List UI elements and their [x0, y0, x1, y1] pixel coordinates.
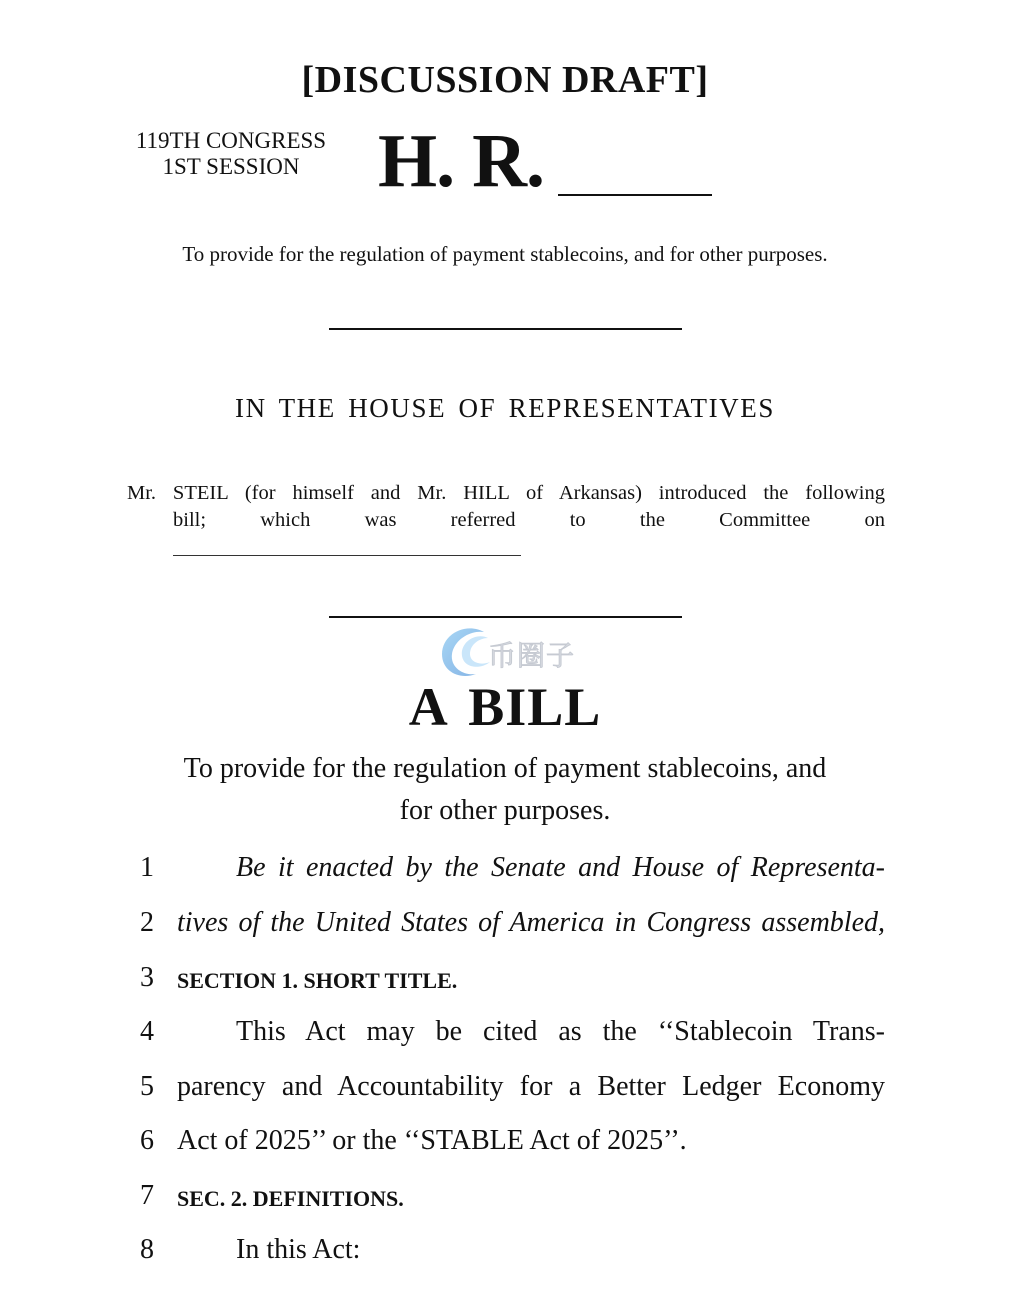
watermark-text: 币圈子: [488, 639, 576, 672]
long-purpose-line: for other purposes.: [399, 795, 611, 826]
bill-number-blank: [558, 194, 712, 196]
bill-line: [0, 1071, 1024, 1111]
introduction-line: Mr. STEIL (for himself and Mr. HILL of Arkansas) introduced the following: [127, 482, 885, 504]
line-number: 6: [140, 1125, 154, 1156]
bill-line: [0, 1180, 1024, 1220]
bill-line: [0, 962, 1024, 1002]
line-number: 8: [140, 1234, 154, 1265]
bill-number-block: [378, 120, 712, 202]
enacting-clause-text: Be it enacted by the Senate and House of Representa-: [236, 852, 885, 883]
line-number: 7: [140, 1180, 154, 1211]
bill-line: [0, 907, 1024, 947]
bill-line: [0, 852, 1024, 892]
bill-title: A BILL: [408, 677, 602, 737]
bill-line: [0, 1125, 1024, 1165]
congress-number: 119TH CONGRESS: [135, 128, 327, 153]
introduction-paragraph: [127, 480, 885, 534]
bill-designation: H. R.: [378, 119, 544, 203]
section-heading: SECTION 1. SHORT TITLE.: [177, 968, 458, 993]
introduction-line: bill; which was referred to the Committee on: [173, 509, 885, 531]
committee-blank-line: [173, 555, 521, 556]
section-text: Act of 2025’’ or the ‘‘STABLE Act of 2025’’.: [177, 1125, 687, 1156]
watermark-logo: [436, 622, 586, 682]
line-number: 3: [140, 962, 154, 993]
line-number: 1: [140, 852, 154, 883]
chamber-heading: IN THE HOUSE OF REPRESENTATIVES: [235, 393, 775, 423]
line-number: 2: [140, 907, 154, 938]
section-text: This Act may be cited as the ‘‘Stablecoin Trans-: [236, 1016, 885, 1047]
congress-session-block: [96, 128, 366, 180]
bill-line: [0, 1234, 1024, 1274]
short-purpose: To provide for the regulation of payment stablecoins, and for other purposes.: [182, 242, 828, 266]
line-number: 5: [140, 1071, 154, 1102]
discussion-draft-label: [DISCUSSION DRAFT]: [301, 59, 709, 101]
watermark-swirl-icon: [436, 622, 496, 682]
bill-line: [0, 1016, 1024, 1056]
long-purpose-line: To provide for the regulation of payment stablecoins, and: [183, 753, 827, 784]
session-number: 1ST SESSION: [162, 154, 300, 179]
section-text: parency and Accountability for a Better Ledger Economy: [177, 1071, 885, 1102]
divider-rule: [329, 616, 682, 618]
line-number: 4: [140, 1016, 154, 1047]
long-purpose: [140, 748, 870, 832]
enacting-clause-text: tives of the United States of America in Congress assembled,: [177, 907, 885, 938]
divider-rule: [329, 328, 682, 330]
section-text: In this Act:: [236, 1234, 361, 1265]
section-heading: SEC. 2. DEFINITIONS.: [177, 1186, 404, 1211]
